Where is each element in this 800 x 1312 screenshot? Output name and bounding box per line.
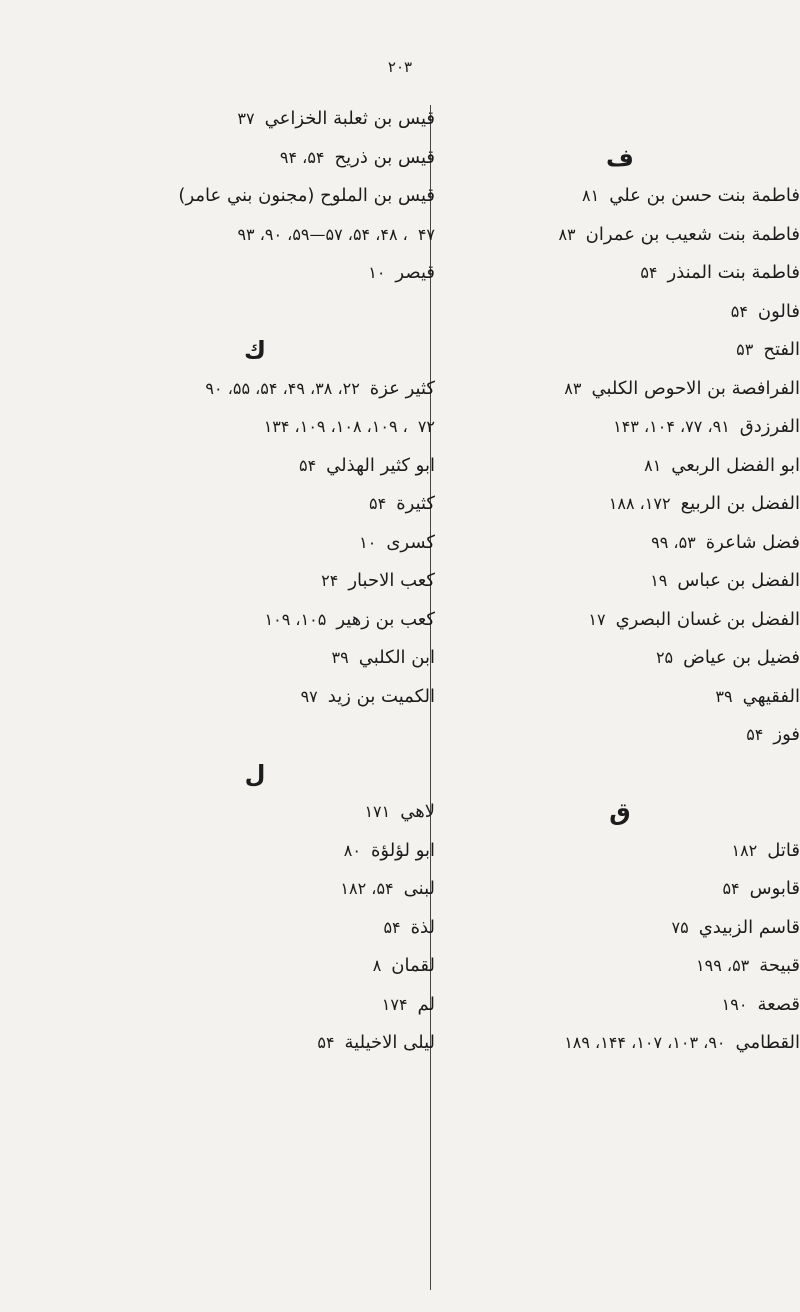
index-column-left: [75, 100, 435, 1063]
index-entry: [440, 524, 800, 563]
index-entry: [75, 909, 435, 948]
index-entry: [440, 832, 800, 871]
entry-pages: ۱۸۲: [731, 840, 758, 860]
entry-name: ابو لؤلؤة: [370, 839, 435, 861]
index-entry: [75, 562, 435, 601]
entry-name: فضيل بن عياض: [683, 647, 800, 668]
index-entry: [75, 216, 435, 255]
entry-pages: ۸۱: [644, 455, 662, 475]
entry-name: الفرافصة بن الاحوص الكلبي: [591, 377, 800, 399]
entry-pages: ۱۷: [588, 609, 606, 629]
entry-pages: ۲۴: [321, 571, 339, 590]
entry-pages: ۲۲، ۳۸، ۴۹، ۵۴، ۵۵، ۹۰: [205, 378, 360, 398]
entry-pages: ۵۴: [746, 725, 764, 744]
index-entry: [75, 447, 435, 486]
index-entry: [440, 716, 800, 755]
entry-pages: ۵۴، ۱۸۲: [340, 879, 394, 898]
index-entry: [440, 601, 800, 640]
index-entry: [75, 601, 435, 640]
entry-pages: ۱۹: [650, 571, 668, 590]
entry-pages: ۵۴: [298, 455, 317, 475]
index-entry: [75, 100, 435, 139]
spacer: [75, 293, 435, 332]
index-entry: [75, 832, 435, 871]
entry-pages: ۵۴: [317, 1033, 335, 1052]
entry-pages: ۱۰: [368, 263, 386, 282]
entry-pages: ۸: [372, 956, 382, 975]
entry-name: قصعة: [757, 993, 800, 1015]
entry-pages: ۸۳: [564, 378, 582, 398]
section-letter: ك: [244, 336, 266, 364]
entry-pages: ۹۷: [300, 686, 318, 706]
index-entry: [440, 1024, 800, 1063]
entry-name: قيصر: [395, 262, 435, 283]
index-entry: [440, 254, 800, 293]
entry-name: لذة: [410, 916, 435, 938]
entry-name: لاهي: [400, 801, 435, 822]
section-letter: ل: [244, 759, 266, 788]
entry-name: فاطمة بنت حسن بن علي: [609, 185, 800, 206]
entry-name: قيس بن ثعلبة الخزاعي: [264, 108, 435, 129]
entry-pages: ۷۲، ۱۰۹، ۱۰۸، ۱۰۹، ۱۳۴: [263, 417, 435, 436]
entry-name: فاطمة بنت المنذر: [667, 262, 800, 283]
entry-name: القطامي: [735, 1032, 800, 1053]
entry-name: قبيحة: [759, 955, 800, 976]
entry-pages: ۴۷، ۴۸، ۵۴، ۵۷—۵۹، ۹۰، ۹۳: [237, 224, 435, 244]
entry-pages: ۳۹: [331, 648, 349, 667]
entry-name: كعب الاحبار: [348, 570, 435, 591]
index-entry: [440, 909, 800, 948]
entry-pages: ۵۴، ۹۴: [279, 147, 325, 167]
entry-name: قاتل: [767, 839, 800, 861]
entry-name: الفتح: [763, 339, 800, 360]
index-entry: [440, 947, 800, 986]
index-entry: [440, 370, 800, 409]
entry-name: فاطمة بنت شعيب بن عمران: [585, 223, 800, 245]
entry-pages: ۹۱، ۷۷، ۱۰۴، ۱۴۳: [613, 417, 730, 436]
index-entry: [440, 678, 800, 717]
index-entry: [440, 408, 800, 447]
index-entry: [75, 408, 435, 447]
entry-pages: ۳۹: [715, 686, 733, 706]
index-entry: [75, 177, 435, 216]
entry-name: كثيرة: [396, 493, 435, 514]
index-entry: [440, 216, 800, 255]
index-entry: [75, 485, 435, 524]
entry-name: كسرى: [386, 531, 435, 553]
index-entry: [440, 639, 800, 678]
entry-pages: ۱۷۱: [364, 802, 391, 821]
entry-name: قيس بن الملوح (مجنون بني عامر): [178, 185, 435, 206]
entry-name: كثير عزة: [369, 377, 435, 399]
index-entry: [75, 639, 435, 678]
index-entry: [440, 485, 800, 524]
entry-name: الفضل بن غسان البصري: [615, 608, 800, 630]
entry-pages: ۵۴: [369, 494, 387, 513]
spacer: [440, 755, 800, 794]
entry-name: فالون: [757, 300, 800, 322]
entry-name: ابو كثير الهذلي: [326, 454, 435, 476]
index-column-right: [440, 100, 800, 1063]
entry-name: الكميت بن زيد: [327, 685, 435, 707]
index-entry: [75, 524, 435, 563]
entry-pages: ۵۳، ۹۹: [651, 532, 696, 552]
entry-name: الفقيهي: [742, 685, 800, 707]
index-entry: [75, 254, 435, 293]
entry-name: قابوس: [749, 878, 800, 899]
entry-pages: ۳۷: [237, 109, 255, 128]
index-entry: [440, 986, 800, 1025]
entry-pages: ۱۰۵، ۱۰۹: [264, 609, 327, 629]
index-entry: [75, 1024, 435, 1063]
index-entry: [75, 793, 435, 832]
entry-pages: ۵۴: [640, 263, 658, 282]
entry-name: الفضل بن عباس: [677, 570, 800, 591]
entry-name: فضل شاعرة: [705, 531, 800, 553]
entry-name: قيس بن ذريح: [334, 146, 435, 168]
index-entry: [75, 370, 435, 409]
entry-name: ابو الفضل الربعي: [671, 454, 800, 476]
entry-pages: ۹۰، ۱۰۳، ۱۰۷، ۱۴۴، ۱۸۹: [564, 1033, 726, 1052]
index-entry: [75, 986, 435, 1025]
index-entry: [75, 870, 435, 909]
entry-pages: ۲۵: [655, 648, 674, 667]
index-entry: [440, 447, 800, 486]
entry-pages: ۵۴: [730, 301, 748, 321]
page-number: ۲۰۳: [387, 58, 413, 76]
entry-name: ليلى الاخيلية: [344, 1032, 435, 1053]
index-entry: [75, 678, 435, 717]
entry-pages: ۱۷۴: [381, 994, 408, 1014]
section-letter: ف: [606, 143, 634, 172]
entry-pages: ۱۰: [359, 532, 377, 552]
entry-pages: ۵۳: [736, 340, 754, 359]
index-entry: [75, 139, 435, 178]
entry-pages: ۸۰: [343, 840, 361, 860]
entry-name: لم: [417, 993, 435, 1015]
entry-name: الفرزدق: [739, 416, 800, 437]
entry-pages: ۵۴: [722, 879, 740, 898]
index-entry: [440, 870, 800, 909]
entry-name: فوز: [773, 724, 800, 745]
spacer: [440, 100, 800, 139]
entry-pages: ۱۷۲، ۱۸۸: [608, 494, 671, 513]
entry-name: الفضل بن الربيع: [680, 493, 800, 514]
entry-name: لقمان: [391, 955, 435, 976]
entry-pages: ۱۹۰: [721, 994, 748, 1014]
entry-name: قاسم الزبيدي: [698, 916, 800, 938]
spacer: [75, 716, 435, 755]
entry-name: كعب بن زهير: [336, 608, 435, 630]
entry-pages: ۸۳: [558, 224, 576, 244]
index-entry: [440, 177, 800, 216]
section-letter: ق: [609, 798, 631, 826]
index-entry: [440, 293, 800, 332]
entry-pages: ۵۴: [383, 917, 401, 937]
index-entry: [440, 331, 800, 370]
entry-pages: ۵۳، ۱۹۹: [696, 956, 750, 975]
entry-pages: ۷۵: [671, 917, 689, 937]
entry-pages: ۸۱: [582, 186, 600, 205]
entry-name: لبنى: [403, 878, 435, 899]
index-entry: [75, 947, 435, 986]
entry-name: ابن الكلبي: [358, 647, 435, 668]
index-entry: [440, 562, 800, 601]
